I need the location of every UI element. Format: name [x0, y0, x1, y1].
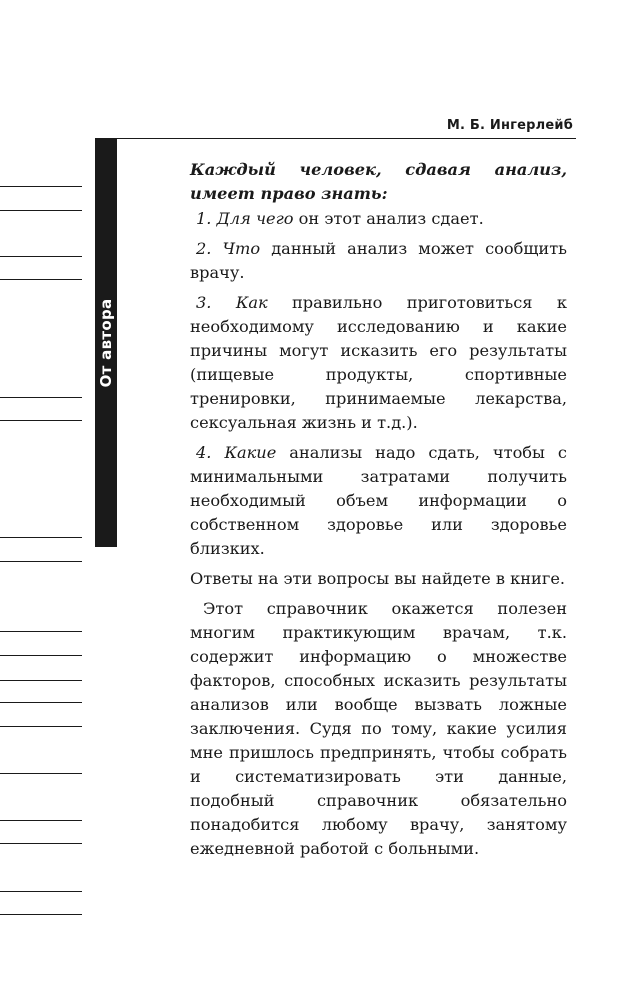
list-item-text: данный анализ может сообщить врачу. [190, 239, 567, 282]
edge-line [0, 820, 82, 821]
edge-line [0, 702, 82, 703]
edge-line [0, 537, 82, 538]
list-item-number: 4. [196, 443, 212, 462]
edge-line [0, 843, 82, 844]
edge-line [0, 631, 82, 632]
list-item-text: анализы надо сдать, чтобы с минимальными затратами получить необходимый объем информации о собственном здоровье или здоровье близких. [190, 443, 567, 558]
edge-line [0, 655, 82, 656]
list-item-text: он этот анализ сдает. [293, 209, 484, 228]
list-item-keyword: Как [235, 293, 268, 312]
edge-line [0, 279, 82, 280]
list-item-number: 2. [196, 239, 212, 258]
section-side-tab [95, 139, 117, 547]
list-item-keyword: Какие [224, 443, 277, 462]
list-item-keyword: Что [222, 239, 261, 258]
list-item-text: правильно приготовиться к необходимому исследованию и какие причины могут исказить его результаты (пищевые продукты, спортивные тренировки, принимаемые лекарства, сексуальная жизнь и т.д.). [190, 293, 567, 432]
list-item-number: 3. [196, 293, 212, 312]
list-item [190, 441, 567, 561]
list-item [190, 237, 567, 285]
answer-paragraph: Ответы на эти вопросы вы найдете в книге. [190, 569, 566, 588]
edge-line [0, 256, 82, 257]
lead-paragraph: Каждый человек, сдавая анализ, имеет право знать: [190, 160, 567, 203]
edge-line [0, 186, 82, 187]
list-item-keyword: Для чего [216, 209, 294, 228]
list-item [190, 291, 567, 435]
list-item [190, 207, 567, 231]
page-header-author: М. Б. Ингерлейб [446, 118, 573, 133]
list-item-number: 1. [196, 209, 212, 228]
header-rule [95, 138, 576, 139]
edge-line [0, 680, 82, 681]
body-paragraph: Этот справочник окажется полезен многим практикующим врачам, т.к. содержит информацию о множестве факторов, способных исказить результаты анализов или вообще вызвать ложные заключения. Судя по тому, какие усилия мне пришлось предпринять, чтобы собрать и систематизировать эти данные, подобный справочник обязательно понадобится любому врачу, занятому ежедневной работой с больными. [190, 599, 567, 858]
edge-line [0, 210, 82, 211]
edge-line [0, 397, 82, 398]
section-side-tab-label: От автора [97, 298, 115, 388]
edge-line [0, 726, 82, 727]
edge-line [0, 561, 82, 562]
edge-line [0, 773, 82, 774]
edge-line [0, 420, 82, 421]
edge-line [0, 891, 82, 892]
main-text [190, 158, 567, 867]
edge-line [0, 914, 82, 915]
